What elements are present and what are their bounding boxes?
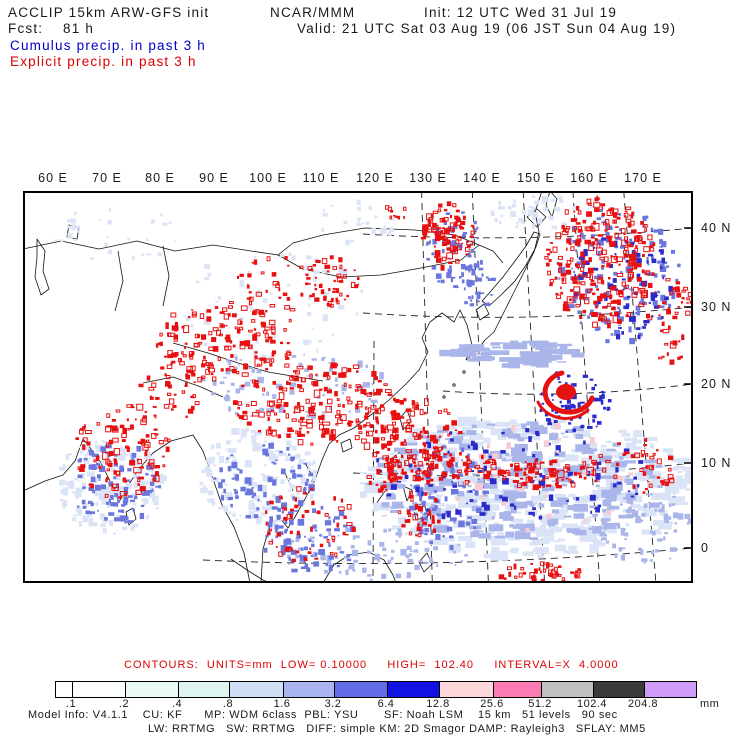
legend-explicit-precip: Explicit precip. in past 3 h (10, 54, 197, 69)
lat-tick-label: 0 (701, 541, 709, 555)
lon-tick-label: 160 E (570, 171, 608, 185)
precip-cluster-top-center-red (386, 206, 407, 220)
colorbar-tick-label: .2 (118, 698, 130, 710)
colorbar-tick-label: .4 (171, 698, 183, 710)
lon-tick-label: 60 E (38, 171, 68, 185)
colorbar-segment (283, 682, 334, 697)
precip-cluster-japan-south-streaks (439, 341, 584, 369)
contour-info-line: CONTOURS: UNITS=mm LOW= 0.10000 HIGH= 102.40 INTERVAL=X 4.0000 (124, 659, 619, 671)
colorbar-tick-label: .1 (65, 698, 77, 710)
precip-cluster-east-scatter-red (646, 279, 693, 365)
colorbar-unit: mm (700, 698, 720, 710)
colorbar-segment (229, 682, 283, 697)
map-panel (23, 191, 693, 583)
forecast-hour-label: Fcst: 81 h (8, 21, 95, 36)
colorbar-segment (56, 682, 72, 697)
lon-tick-label: 150 E (517, 171, 555, 185)
colorbar-segment (334, 682, 387, 697)
colorbar-tick-label: .8 (222, 698, 234, 710)
precip-cluster-india-nw-red (139, 355, 216, 418)
model-info-line2: LW: RRTMG SW: RRTMG DIFF: simple KM: 2D Smagor DAMP: Rayleigh3 SFLAY: MM5 (148, 723, 646, 735)
colorbar-segment (72, 682, 125, 697)
precip-cluster-himalaya-west-red (156, 302, 291, 377)
colorbar-segment (593, 682, 644, 697)
colorbar-segment (439, 682, 493, 697)
legend-cumulus-precip: Cumulus precip. in past 3 h (10, 38, 206, 53)
lon-tick-label: 110 E (302, 171, 340, 185)
lon-tick-label: 120 E (356, 171, 394, 185)
colorbar-tick-label: 25.6 (480, 698, 504, 710)
colorbar-tick-label: 3.2 (324, 698, 342, 710)
precip-cluster-borneo-south-red (499, 562, 582, 583)
lat-tick-label: 20 N (701, 377, 732, 391)
colorbar-tick-label: 102.4 (576, 698, 608, 710)
lon-tick-label: 70 E (92, 171, 122, 185)
colorbar-segment (387, 682, 439, 697)
colorbar-segment (125, 682, 178, 697)
org-label: NCAR/MMM (270, 5, 356, 20)
lon-tick-label: 90 E (199, 171, 229, 185)
colorbar-segment (644, 682, 696, 697)
precip-colorbar (55, 681, 697, 698)
colorbar-segment (541, 682, 593, 697)
colorbar-tick-label: 204.8 (627, 698, 659, 710)
model-info-line1: Model Info: V4.1.1 CU: KF MP: WDM 6class PBL: YSU SF: Noah LSM 15 km 51 levels 90 sec (28, 709, 618, 721)
lat-tick-label: 10 N (701, 456, 732, 470)
lat-tick-label: 40 N (701, 221, 732, 235)
colorbar-segment (493, 682, 541, 697)
plot-title: ACCLIP 15km ARW-GFS init (8, 5, 210, 20)
colorbar-tick-label: 51.2 (528, 698, 552, 710)
lat-tick-label: 30 N (701, 300, 732, 314)
lon-tick-label: 170 E (624, 171, 662, 185)
colorbar-segment (178, 682, 229, 697)
lon-tick-label: 80 E (145, 171, 175, 185)
precip-cluster-typhoon-red (538, 373, 592, 418)
valid-time-label: Valid: 21 UTC Sat 03 Aug 19 (06 JST Sun 04 Aug 19) (297, 21, 677, 36)
lon-tick-label: 140 E (463, 171, 501, 185)
colorbar-tick-label: 1.6 (273, 698, 291, 710)
init-time-label: Init: 12 UTC Wed 31 Jul 19 (424, 5, 618, 20)
colorbar-tick-label: 12.8 (426, 698, 450, 710)
precip-cluster-caspian-pale (54, 208, 176, 260)
lon-tick-label: 130 E (409, 171, 447, 185)
precip-cluster-top-center-pale (321, 200, 394, 246)
lon-tick-label: 100 E (249, 171, 287, 185)
colorbar-tick-label: 6.4 (377, 698, 395, 710)
